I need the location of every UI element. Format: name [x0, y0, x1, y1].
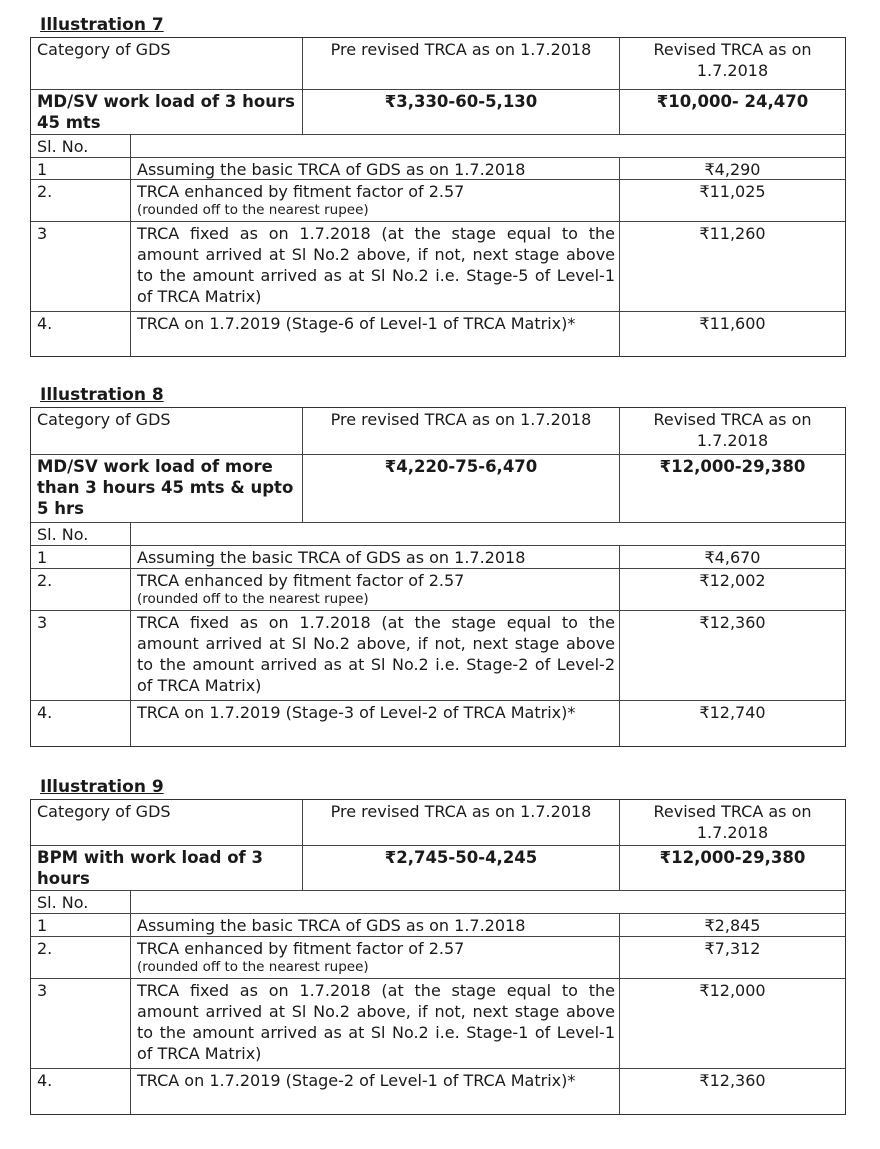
revised-scale: ₹10,000- 24,470 — [656, 92, 809, 111]
revised-header: Revised TRCA as on 1.7.2018 — [653, 802, 812, 842]
row-note: (rounded off to the nearest rupee) — [137, 202, 369, 218]
row-description: TRCA enhanced by fitment factor of 2.57 — [137, 182, 465, 201]
row-amount: ₹12,360 — [699, 1071, 766, 1090]
row-description: TRCA on 1.7.2019 (Stage-3 of Level-2 of TRCA Matrix)* — [131, 701, 620, 746]
row-amount: ₹11,260 — [699, 224, 766, 243]
table-row — [31, 158, 845, 180]
trca-table — [30, 799, 846, 1115]
scale-row — [31, 455, 845, 523]
category-header: Category of GDS — [31, 800, 303, 845]
row-description: TRCA on 1.7.2019 (Stage-6 of Level-1 of TRCA Matrix)* — [131, 312, 620, 356]
row-description: TRCA enhanced by fitment factor of 2.57 — [137, 571, 465, 590]
row-amount: ₹12,000 — [699, 981, 766, 1000]
pre-revised-header: Pre revised TRCA as on 1.7.2018 — [303, 38, 620, 89]
illustration-9 — [30, 776, 846, 1115]
header-row — [31, 800, 845, 846]
row-description-wrap — [131, 569, 620, 610]
sl-no: 2. — [31, 569, 131, 610]
row-description: Assuming the basic TRCA of GDS as on 1.7.2018 — [131, 914, 620, 936]
sl-no: 2. — [31, 180, 131, 221]
sl-no: 1 — [31, 914, 131, 936]
sl-no: 3 — [31, 611, 131, 700]
illustration-title: Illustration 9 — [40, 777, 164, 797]
row-description: TRCA fixed as on 1.7.2018 (at the stage equal to the amount arrived at Sl No.2 above, if not, next stage above to the amount arrived as at Sl No.2 i.e. Stage-1 of Level-1 of TRCA Matrix) — [131, 979, 620, 1068]
table-row — [31, 546, 845, 569]
pre-revised-scale: ₹2,745-50-4,245 — [303, 846, 620, 890]
gds-category: MD/SV work load of more than 3 hours 45 mts & upto 5 hrs — [31, 455, 303, 522]
sl-no: 3 — [31, 979, 131, 1068]
row-description: TRCA fixed as on 1.7.2018 (at the stage equal to the amount arrived at Sl No.2 above, if not, next stage above to the amount arrived as at Sl No.2 i.e. Stage-5 of Level-1 of TRCA Matrix) — [131, 222, 620, 311]
scale-row — [31, 846, 845, 891]
row-amount: ₹4,290 — [704, 160, 761, 179]
row-amount: ₹11,600 — [699, 314, 766, 333]
scale-row — [31, 90, 845, 135]
header-row — [31, 38, 845, 90]
trca-table — [30, 37, 846, 357]
row-amount: ₹12,360 — [699, 613, 766, 632]
category-header: Category of GDS — [31, 38, 303, 89]
pre-revised-scale: ₹3,330-60-5,130 — [303, 90, 620, 134]
header-row — [31, 408, 845, 455]
row-description: TRCA fixed as on 1.7.2018 (at the stage equal to the amount arrived at Sl No.2 above, if not, next stage above to the amount arrived as at Sl No.2 i.e. Stage-2 of Level-2 of TRCA Matrix) — [131, 611, 620, 700]
row-description: TRCA on 1.7.2019 (Stage-2 of Level-1 of TRCA Matrix)* — [131, 1069, 620, 1114]
table-row — [31, 312, 845, 356]
table-row — [31, 1069, 845, 1114]
table-row — [31, 180, 845, 222]
category-header: Category of GDS — [31, 408, 303, 454]
sl-no: 1 — [31, 158, 131, 179]
revised-scale: ₹12,000-29,380 — [659, 848, 806, 867]
gds-category: BPM with work load of 3 hours — [31, 846, 303, 890]
table-row — [31, 979, 845, 1069]
revised-scale: ₹12,000-29,380 — [659, 457, 806, 476]
table-row — [31, 914, 845, 937]
row-description-wrap — [131, 937, 620, 978]
row-amount: ₹11,025 — [699, 182, 766, 201]
sl-no: 4. — [31, 701, 131, 746]
sl-no-header: Sl. No. — [31, 135, 131, 157]
row-amount: ₹12,740 — [699, 703, 766, 722]
gds-category: MD/SV work load of 3 hours 45 mts — [31, 90, 303, 134]
sl-no: 4. — [31, 1069, 131, 1114]
row-amount: ₹2,845 — [704, 916, 761, 935]
pre-revised-header: Pre revised TRCA as on 1.7.2018 — [303, 408, 620, 454]
sl-no-header: Sl. No. — [31, 523, 131, 545]
table-row — [31, 701, 845, 746]
row-description-wrap — [131, 180, 620, 221]
table-row — [31, 222, 845, 312]
sl-no: 4. — [31, 312, 131, 356]
row-description: TRCA enhanced by fitment factor of 2.57 — [137, 939, 465, 958]
sl-no: 3 — [31, 222, 131, 311]
pre-revised-header: Pre revised TRCA as on 1.7.2018 — [303, 800, 620, 845]
trca-table — [30, 407, 846, 747]
pre-revised-scale: ₹4,220-75-6,470 — [303, 455, 620, 522]
table-row — [31, 937, 845, 979]
row-amount: ₹12,002 — [699, 571, 766, 590]
sl-no: 2. — [31, 937, 131, 978]
illustration-title: Illustration 7 — [40, 15, 164, 35]
sl-header-row — [31, 523, 845, 546]
revised-header: Revised TRCA as on 1.7.2018 — [653, 40, 812, 80]
row-amount: ₹4,670 — [704, 548, 761, 567]
row-amount: ₹7,312 — [704, 939, 761, 958]
row-description: Assuming the basic TRCA of GDS as on 1.7.2018 — [131, 158, 620, 179]
sl-header-row — [31, 135, 845, 158]
row-note: (rounded off to the nearest rupee) — [137, 959, 369, 975]
row-note: (rounded off to the nearest rupee) — [137, 591, 369, 607]
sl-no-header: Sl. No. — [31, 891, 131, 913]
illustration-title: Illustration 8 — [40, 385, 164, 405]
revised-header: Revised TRCA as on 1.7.2018 — [653, 410, 812, 450]
row-description: Assuming the basic TRCA of GDS as on 1.7.2018 — [131, 546, 620, 568]
table-row — [31, 569, 845, 611]
sl-no: 1 — [31, 546, 131, 568]
illustration-7 — [30, 14, 846, 357]
illustration-8 — [30, 384, 846, 747]
table-row — [31, 611, 845, 701]
sl-header-row — [31, 891, 845, 914]
